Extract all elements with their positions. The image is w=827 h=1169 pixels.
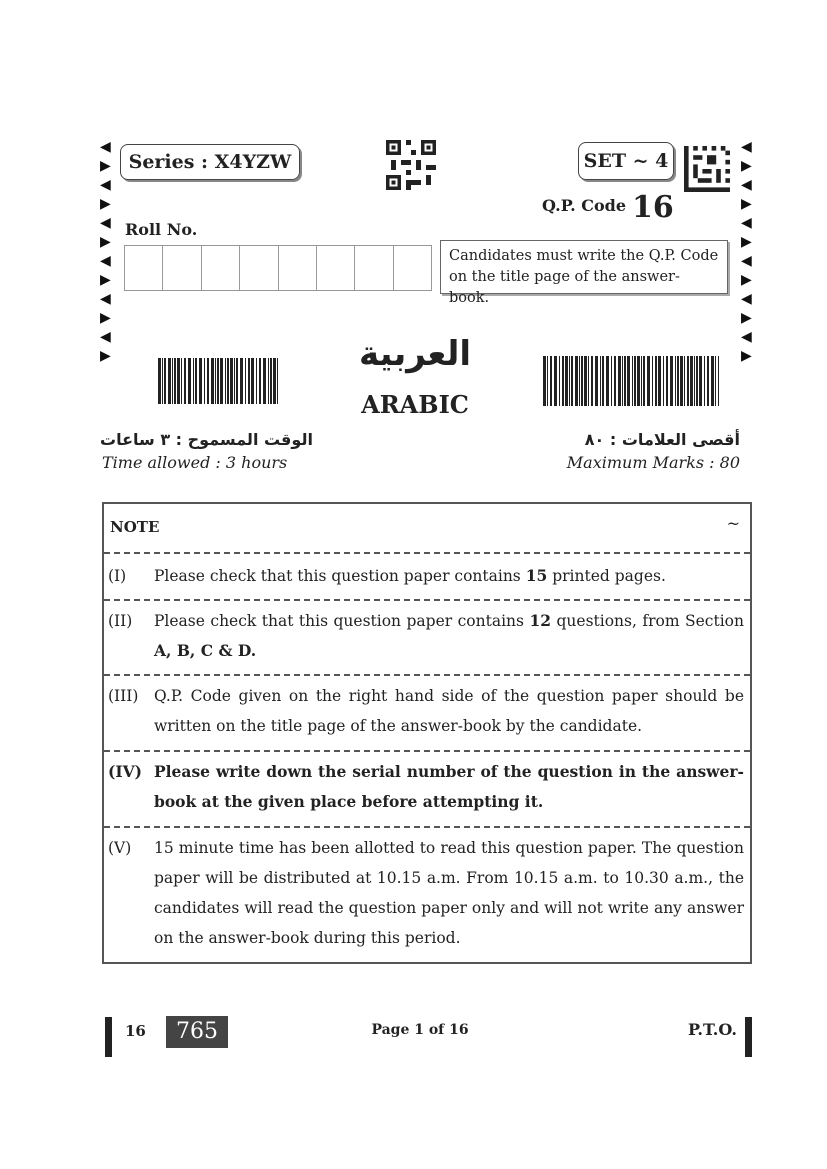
data-matrix-icon	[684, 146, 730, 192]
note-item-number: (V)	[108, 839, 132, 857]
right-edge-marks: ◀ ▶ ◀ ▶ ◀ ▶ ◀ ▶ ◀ ▶ ◀ ▶	[741, 139, 752, 364]
note-item-number: (III)	[108, 687, 139, 705]
roll-no-label: Roll No.	[125, 220, 198, 239]
left-edge-marks: ◀ ▶ ◀ ▶ ◀ ▶ ◀ ▶ ◀ ▶ ◀ ▶	[100, 139, 111, 364]
series-label: Series : X4YZW	[120, 144, 300, 180]
roll-no-grid[interactable]	[124, 245, 432, 291]
max-marks-arabic: أقصى العلامات : ٨٠	[584, 430, 740, 449]
subject-arabic: العربية	[358, 334, 472, 374]
barcode-right-icon	[543, 356, 719, 406]
roll-no-cell[interactable]	[279, 246, 317, 290]
pto-label: P.T.O.	[688, 1020, 737, 1039]
roll-no-cell[interactable]	[394, 246, 431, 290]
footer-code: 16	[125, 1022, 146, 1040]
note-heading: NOTE	[110, 518, 160, 536]
time-allowed-arabic: الوقت المسموح : ٣ ساعات	[100, 430, 313, 449]
time-allowed-english: Time allowed : 3 hours	[102, 453, 288, 472]
subject-english: ARABIC	[361, 390, 469, 419]
note-item-number: (IV)	[108, 762, 142, 781]
note-tilde: ~	[726, 514, 740, 533]
note-item-number: (I)	[108, 567, 127, 585]
roll-no-cell[interactable]	[163, 246, 201, 290]
note-item-text: Q.P. Code given on the right hand side of the question paper should be written on the title page of the answer-book by the candidate.	[154, 687, 744, 735]
footer-right-bar	[745, 1017, 752, 1057]
divider	[104, 826, 750, 828]
divider	[104, 599, 750, 601]
roll-no-cell[interactable]	[125, 246, 163, 290]
note-item-text: 15 minute time has been allotted to read this question paper. The question paper will be distributed at 10.15 a.m. From 10.15 a.m. to 10.30 a.m., the candidates will read the question paper only and will not write any answer on the answer-book during this period.	[154, 839, 744, 947]
qp-code-label: Q.P. Code	[542, 196, 627, 215]
max-marks-english: Maximum Marks : 80	[566, 453, 740, 472]
qp-code-value: 16	[632, 190, 674, 225]
note-item-number: (II)	[108, 612, 133, 630]
note-item-text: Please check that this question paper contains 15 printed pages.	[154, 566, 666, 585]
footer-left-bar	[105, 1017, 112, 1057]
divider	[104, 674, 750, 676]
note-item-text: Please check that this question paper contains 12 questions, from Section A, B, C & D.	[154, 611, 744, 660]
barcode-left-icon	[158, 358, 278, 404]
divider	[104, 750, 750, 752]
set-label: SET ~ 4	[578, 142, 674, 180]
page-number: Page 1 of 16	[371, 1022, 469, 1038]
roll-no-cell[interactable]	[240, 246, 278, 290]
qr-code-icon	[386, 140, 436, 190]
roll-no-cell[interactable]	[317, 246, 355, 290]
candidate-note: Candidates must write the Q.P. Code on the title page of the answer-book.	[440, 240, 728, 294]
footer-number: 765	[166, 1016, 228, 1048]
roll-no-cell[interactable]	[202, 246, 240, 290]
note-item-text: Please write down the serial number of the question in the answer-book at the given place before attempting it.	[154, 762, 744, 811]
divider	[104, 552, 750, 554]
roll-no-cell[interactable]	[355, 246, 393, 290]
note-box	[102, 502, 752, 964]
